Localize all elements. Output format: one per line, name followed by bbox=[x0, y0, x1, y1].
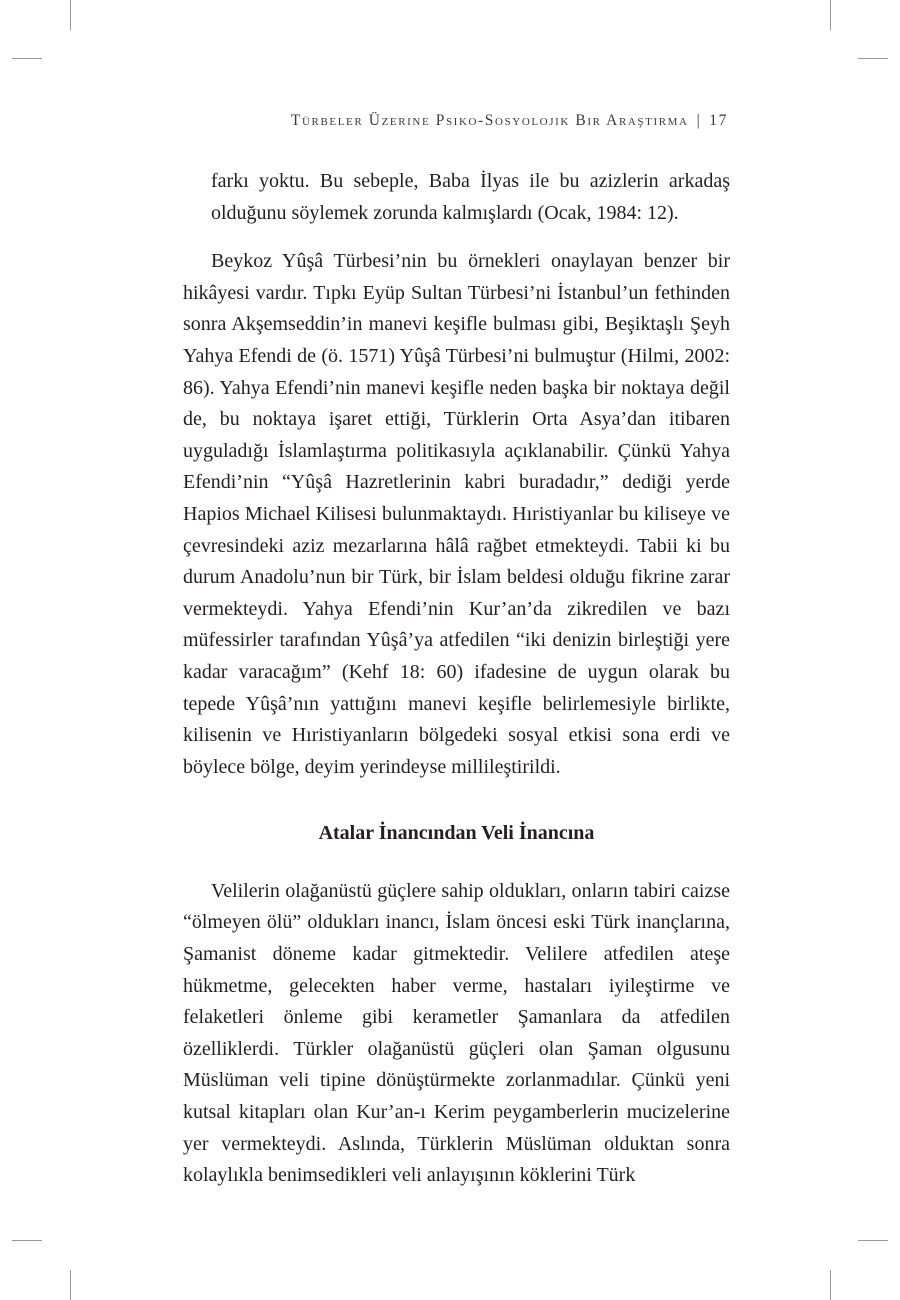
running-head bbox=[291, 112, 728, 130]
crop-mark-right-top bbox=[858, 58, 888, 59]
crop-mark-bottom-left bbox=[70, 1270, 71, 1300]
body-text bbox=[183, 166, 730, 1192]
header-separator: | bbox=[696, 112, 702, 129]
running-title: Türbeler Üzerine Psiko-Sosyolojik Bir Araştırma bbox=[290, 112, 689, 129]
section-heading: Atalar İnancından Veli İnancına bbox=[318, 822, 595, 845]
crop-mark-top-left bbox=[70, 0, 71, 30]
crop-mark-bottom-right bbox=[830, 1270, 831, 1300]
crop-mark-left-bottom bbox=[12, 1240, 42, 1241]
crop-mark-left-top bbox=[12, 58, 42, 59]
crop-mark-right-bottom bbox=[858, 1240, 888, 1241]
page-number: 17 bbox=[709, 112, 728, 129]
crop-mark-top-right bbox=[830, 0, 831, 30]
paragraph-1: Beykoz Yûşâ Türbesi’nin bu örnekleri onaylayan benzer bir hikâyesi vardır. Tıpkı Eyüp Sultan Türbesi’ni İstanbul’un fethinden sonra Akşemseddin’in manevi keşifle bulması gibi, Beşiktaşlı Şeyh Yahya Efendi de (ö. 1571) Yûşâ Türbesi’ni bulmuştur (Hilmi, 2002: 86). Yahya Efendi’nin manevi keşifle neden başka bir noktaya değil de, bu noktaya işaret ettiği, Türklerin Orta Asya’dan itibaren uyguladığı İslamlaştırma politikasıyla açıklanabilir. Çünkü Yahya Efendi’nin “Yûşâ Hazretlerinin kabri buradadır,” dediği yerde Hapios Michael Kilisesi bulunmaktaydı. Hıristiyanlar bu kiliseye ve çevresindeki aziz mezarlarına hâlâ rağbet etmekteydi. Tabii ki bu durum Anadolu’nun bir Türk, bir İslam beldesi olduğu fikrine zarar vermekteydi. Yahya Efendi’nin Kur’an’da zikredilen ve bazı müfessirler tarafından Yûşâ’ya atfedilen “iki denizin birleştiği yere kadar varacağım” (Kehf 18: 60) ifadesine de uygun olarak bu tepede Yûşâ’nın yattığını manevi keşifle belirlemesiyle birlikte, kilisenin ve Hıristiyanların bölgedeki sosyal etkisi sona erdi ve böylece bölge, deyim yerindeyse millileştirildi. bbox=[183, 250, 730, 778]
quote-continuation: farkı yoktu. Bu sebeple, Baba İlyas ile bu azizlerin arkadaş olduğunu söylemek zorunda kalmışlardı (Ocak, 1984: 12). bbox=[211, 170, 730, 224]
paragraph-2: Velilerin olağanüstü güçlere sahip oldukları, onların tabiri caizse “ölmeyen ölü” oldukları inancı, İslam öncesi eski Türk inançlarına, Şamanist döneme kadar gitmektedir. Velilere atfedilen ateşe hükmetme, gelecekten haber verme, hastaları iyileştirme ve felaketleri önleme gibi kerametler Şamanlara da atfedilen özelliklerdi. Türkler olağanüstü güçleri olan Şaman olgusunu Müslüman veli tipine dönüştürmekte zorlanmadılar. Çünkü yeni kutsal kitapları olan Kur’an-ı Kerim peygamberlerin mucizelerine yer vermekteydi. Aslında, Türklerin Müslüman olduktan sonra kolaylıkla benimsedikleri veli anlayışının köklerini Türk bbox=[183, 879, 730, 1187]
